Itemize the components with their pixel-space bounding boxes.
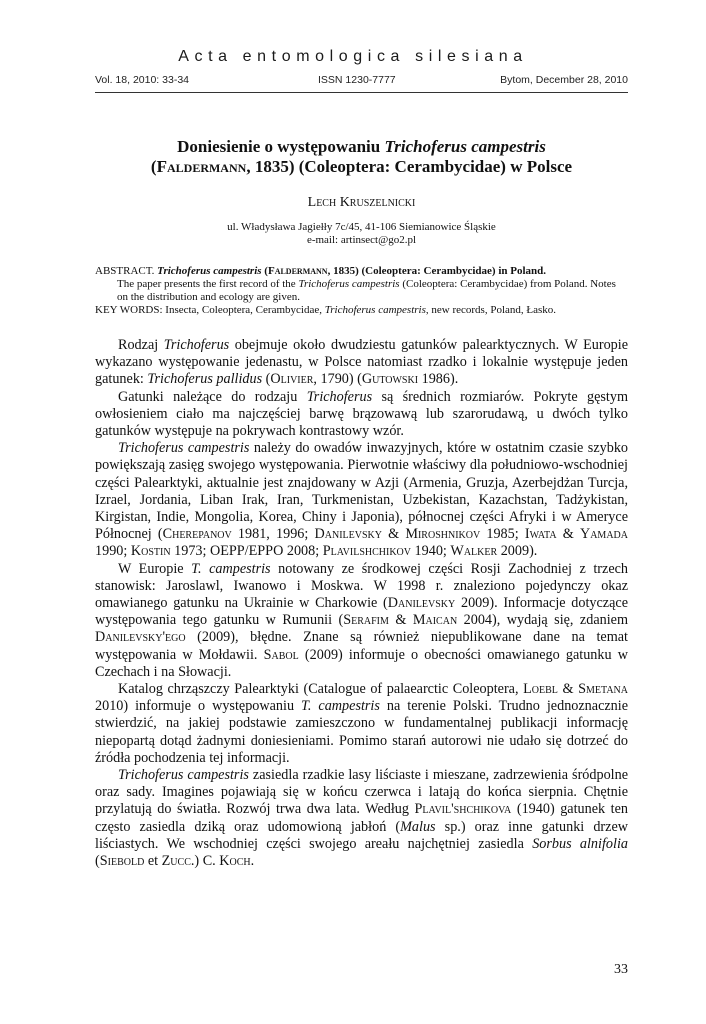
paragraph: W Europie T. campestris notowany ze środkowej części Rosji Zachodniej z trzech stanowisk: Jaroslawl, Iwanowo i Moskwa. W 1998 r. znaleziono pojedynczy okaz omawianego gatunku na Ukrainie w Charkowie (Danilevsky 2009). Informacje dotyczące występowania tego gatunku w Rumunii (Serafim & Maican 2004), wydają się, zdaniem Danilevsky'ego (2009), błędne. Znane są również niepublikowane dane na temat występowania w Mołdawii. Sabol (2009) informuje o obecności omawianego gatunku w Czechach i na Słowacji. (95, 560, 629, 680)
author-address (95, 221, 628, 247)
volume-info: Vol. 18, 2010: 33-34 (95, 74, 189, 86)
article-body (95, 337, 628, 870)
place-date: Bytom, December 28, 2010 (500, 74, 628, 86)
paragraph: Gatunki należące do rodzaju Trichoferus są średnich rozmiarów. Pokryte gęstym owłosieniem ciało ma najczęściej barwę brązowawą lub szarorudawą, u dwóch tylko gatunków występuje na pokrywach kontrastowy wzór. (95, 388, 628, 440)
address-line: ul. Władysława Jagiełły 7c/45, 41-106 Siemianowice Śląskie (227, 221, 496, 233)
issue-meta (95, 74, 628, 90)
paragraph: Trichoferus campestris zasiedla rzadkie lasy liściaste i mieszane, zadrzewienia śródpolne oraz sady. Imagines pojawiają się w końcu czerwca i latają do końca sierpnia. Chętnie przylatują do światła. Rozwój trwa dwa lata. Według Plavil'shchikova (1940) gatunek ten często zasiedla dziką oraz udomowioną jabłoń (Malus sp.) oraz inne gatunki drzew liściastych. We wschodniej części swojego areału najchętniej zasiedla Sorbus alnifolia (Siebold et Zucc.) C. Koch. (95, 767, 628, 870)
paragraph: Trichoferus campestris należy do owadów inwazyjnych, które w ostatnim czasie szybko powiększają zasięg swojego występowania. Pierwotnie właściwy dla południowo-wschodniej części Palearktyki, aktualnie jest znajdowany w Azji (Armenia, Gruzja, Azerbejdżan Turcja, Izrael, Jordania, Liban Irak, Iran, Turkmenistan, Uzbekistan, Kazachstan, Tadżykistan, Kirgistan, Indie, Mongolia, Korea, Chiny i Japonia), północnej części Afryki i w Ameryce Północnej (Cherepanov 1981, 1996; Danilevsky & Miroshnikov 1985; Iwata & Yamada 1990; Kostin 1973; OEPP/EPPO 2008; Plavilshchikov 1940; Walker 2009). (95, 440, 629, 560)
abstract (95, 265, 628, 317)
journal-title: Acta entomologica silesiana (178, 48, 528, 65)
header-rule (95, 92, 628, 93)
issn: ISSN 1230-7777 (318, 74, 396, 86)
author-name: Lech Kruszelnicki (307, 195, 416, 210)
abstract-heading: ABSTRACT. Trichoferus campestris (Faldermann, 1835) (Coleoptera: Cerambycidae) in Poland. (95, 265, 547, 277)
email-line: e-mail: artinsect@go2.pl (306, 234, 417, 246)
abstract-text: The paper presents the first record of the Trichoferus campestris (Coleoptera: Cerambycidae) from Poland. Notes on the distribution and ecology are given. (117, 278, 616, 303)
key-words: KEY WORDS: Insecta, Coleoptera, Cerambycidae, Trichoferus campestris, new records, Poland, Łasko. (95, 304, 557, 316)
article-title: Doniesienie o występowaniu Trichoferus campestris (Faldermann, 1835) (Coleoptera: Cerambycidae) w Polsce (150, 137, 573, 176)
page-number: 33 (614, 962, 628, 977)
paragraph: Katalog chrząszczy Palearktyki (Catalogue of palaearctic Coleoptera, Loebl & Smetana 2010) informuje o występowaniu T. campestris na terenie Polski. Trudno jednoznacznie stwierdzić, na jakiej podstawie zamieszczono w fundamentalnej publikacji informację niepopartą dotąd żadnymi doniesieniami. Pomimo starań autorowi nie udało się dotrzeć do źródła pochodzenia tej informacji. (95, 681, 628, 766)
paragraph: Rodzaj Trichoferus obejmuje około dwudziestu gatunków palearktycznych. W Europie wykazano występowanie jedenastu, w Polsce natomiast rzadko i lokalnie występuje jeden gatunek: Trichoferus pallidus (Olivier, 1790) (Gutowski 1986). (95, 337, 629, 388)
